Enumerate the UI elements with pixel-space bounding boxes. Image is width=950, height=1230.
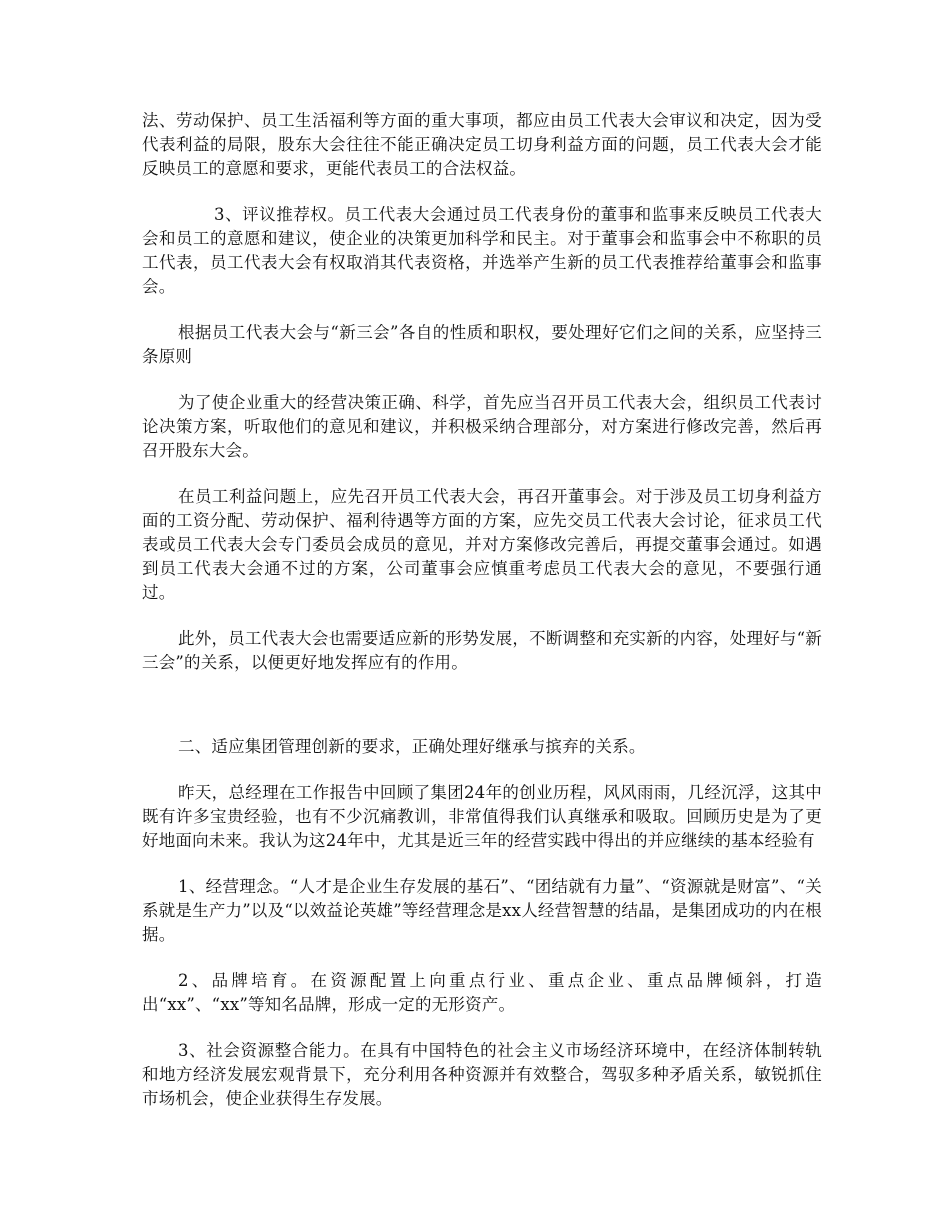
paragraph-decision-making: 为了使企业重大的经营决策正确、科学，首先应当召开员工代表大会，组织员工代表讨论决策方案，听取他们的意见和建议，并积极采纳合理部分，对方案进行修改完善，然后再召开股东大会。 [142, 393, 822, 460]
paragraph-business-philosophy: 1、经营理念。“人才是企业生存发展的基石”、“团结就有力量”、“资源就是财富”、“关系就是生产力”以及“以效益论英雄”等经营理念是xx人经营智慧的结晶，是集团成功的内在根据。 [142, 877, 822, 944]
paragraph-rights-continuation: 法、劳动保护、员工生活福利等方面的重大事项，都应由员工代表大会审议和决定，因为受代表利益的局限，股东大会往往不能正确决定员工切身利益方面的问题，员工代表大会才能反映员工的意愿和要求，更能代表员工的合法权益。 [142, 111, 822, 178]
paragraph-adapt-new-situation: 此外，员工代表大会也需要适应新的形势发展，不断调整和充实新的内容，处理好与“新三会”的关系，以便更好地发挥应有的作用。 [142, 629, 822, 672]
paragraph-employee-interests: 在员工利益问题上，应先召开员工代表大会，再召开董事会。对于涉及员工切身利益方面的工资分配、劳动保护、福利待遇等方面的方案，应先交员工代表大会讨论，征求员工代表或员工代表大会专门委员会成员的意见，并对方案修改完善后，再提交董事会通过。如遇到员工代表大会通不过的方案，公司董事会应慎重考虑员工代表大会的意见，不要强行通过。 [142, 487, 822, 602]
paragraph-resource-integration: 3、社会资源整合能力。在具有中国特色的社会主义市场经济环境中，在经济体制转轨和地方经济发展宏观背景下，充分利用各种资源并有效整合，驾驭多种矛盾关系，敏锐抓住市场机会，使企业获得生存发展。 [142, 1041, 822, 1108]
paragraph-recommendation-right: 3、评议推荐权。员工代表大会通过员工代表身份的董事和监事来反映员工代表大会和员工的意愿和建议，使企业的决策更加科学和民主。对于董事会和监事会中不称职的员工代表，员工代表大会有权取消其代表资格，并选举产生新的员工代表推荐给董事会和监事会。 [142, 205, 822, 296]
paragraph-three-principles: 根据员工代表大会与“新三会”各自的性质和职权，要处理好它们之间的关系，应坚持三条原则 [142, 323, 822, 366]
document-page [142, 109, 822, 1111]
section-heading-two: 二、适应集团管理创新的要求，正确处理好继承与摈弃的关系。 [178, 737, 646, 756]
paragraph-history-review: 昨天，总经理在工作报告中回顾了集团24年的创业历程，风风雨雨，几经沉浮，这其中既有许多宝贵经验，也有不少沉痛教训，非常值得我们认真继承和吸取。回顾历史是为了更好地面向未来。我认为这24年中，尤其是近三年的经营实践中得出的并应继续的基本经验有 [142, 783, 822, 850]
paragraph-brand-building: 2、品牌培育。在资源配置上向重点行业、重点企业、重点品牌倾斜，打造出“xx”、“xx”等知名品牌，形成一定的无形资产。 [142, 971, 822, 1014]
